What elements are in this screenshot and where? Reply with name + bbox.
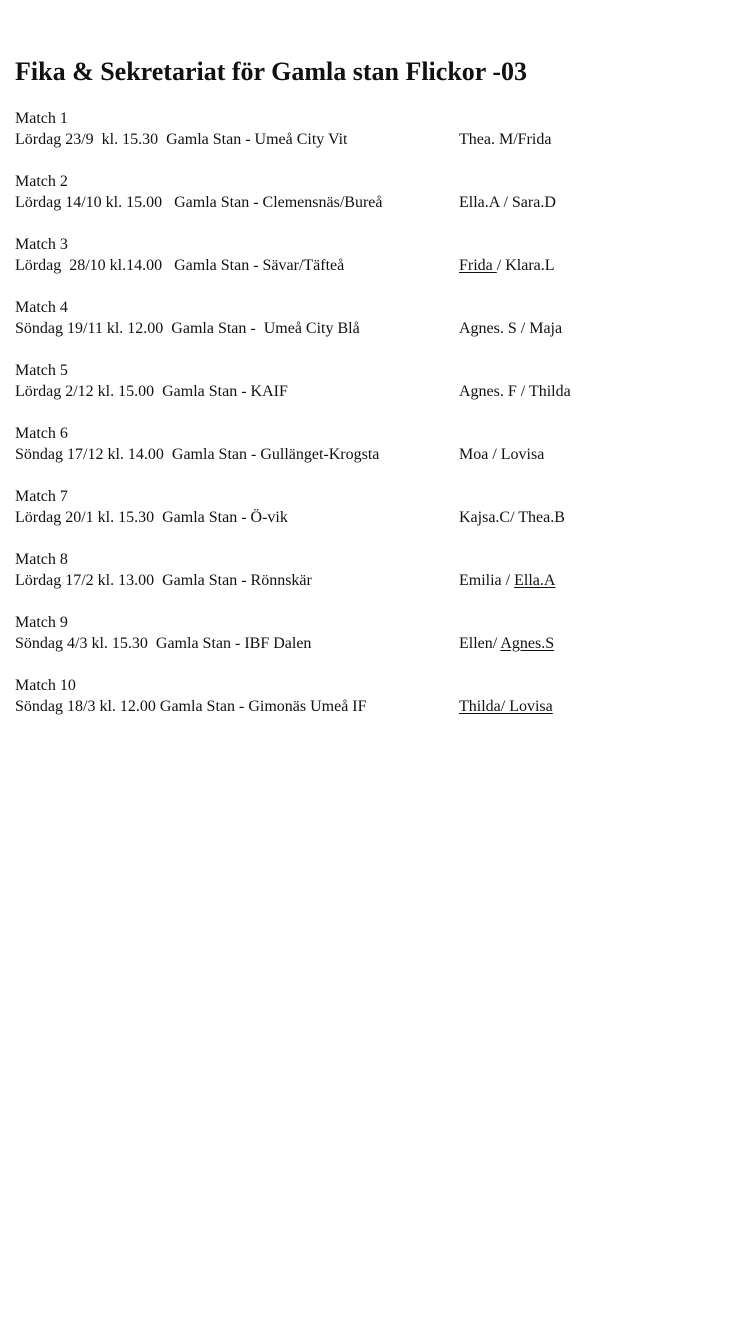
match-label: Match 7	[15, 488, 68, 505]
match-info: Lördag 23/9 kl. 15.30 Gamla Stan - Umeå City Vit	[15, 131, 348, 148]
duty-assignment	[459, 318, 562, 339]
match-entry	[15, 171, 735, 213]
duty-assignment	[459, 192, 556, 213]
match-row	[15, 444, 735, 465]
match-label: Match 2	[15, 173, 68, 190]
duty-assignment	[459, 444, 544, 465]
duty-assignment	[459, 696, 553, 717]
match-row	[15, 381, 735, 402]
match-info: Lördag 20/1 kl. 15.30 Gamla Stan - Ö-vik	[15, 509, 288, 526]
duty-assignment	[459, 255, 555, 276]
document-title: Fika & Sekretariat för Gamla stan Flickor -03	[15, 57, 528, 86]
match-row	[15, 318, 735, 339]
duty-name-underlined: Thilda/ Lovisa	[459, 698, 553, 715]
match-entry	[15, 612, 735, 654]
match-info: Söndag 18/3 kl. 12.00 Gamla Stan - Gimonäs Umeå IF	[15, 698, 367, 715]
match-label: Match 10	[15, 677, 76, 694]
match-label: Match 5	[15, 362, 68, 379]
match-entry	[15, 675, 735, 717]
match-info: Söndag 17/12 kl. 14.00 Gamla Stan - Gullänget-Krogsta	[15, 446, 380, 463]
duty-name: Kajsa.C/ Thea.B	[459, 509, 565, 526]
match-info: Lördag 17/2 kl. 13.00 Gamla Stan - Rönnskär	[15, 572, 312, 589]
duty-name-underlined: Frida	[459, 257, 497, 274]
match-row	[15, 633, 735, 654]
match-row	[15, 570, 735, 591]
duty-name: Moa / Lovisa	[459, 446, 545, 463]
match-entry	[15, 360, 735, 402]
duty-name-underlined: Ella.A	[514, 572, 556, 589]
duty-name: Agnes. F / Thilda	[459, 383, 571, 400]
match-label: Match 4	[15, 299, 68, 316]
match-row	[15, 129, 735, 150]
match-label: Match 9	[15, 614, 68, 631]
match-row	[15, 696, 735, 717]
duty-assignment	[459, 570, 555, 591]
match-entry	[15, 108, 735, 150]
duty-name: Emilia /	[459, 572, 515, 589]
match-label: Match 3	[15, 236, 68, 253]
duty-assignment	[459, 633, 554, 654]
match-row	[15, 255, 735, 276]
duty-name-underlined: Agnes.S	[500, 635, 555, 652]
match-entry	[15, 234, 735, 276]
duty-name: Ella.A / Sara.D	[459, 194, 556, 211]
match-entry	[15, 486, 735, 528]
duty-name: Thea. M/Frida	[459, 131, 552, 148]
match-info: Lördag 14/10 kl. 15.00 Gamla Stan - Clemensnäs/Bureå	[15, 194, 383, 211]
match-entry	[15, 423, 735, 465]
match-info: Söndag 4/3 kl. 15.30 Gamla Stan - IBF Dalen	[15, 635, 312, 652]
match-info: Lördag 2/12 kl. 15.00 Gamla Stan - KAIF	[15, 383, 288, 400]
duty-name: / Klara.L	[496, 257, 555, 274]
duty-name: Agnes. S / Maja	[459, 320, 563, 337]
match-row	[15, 192, 735, 213]
match-row	[15, 507, 735, 528]
match-entry	[15, 549, 735, 591]
match-info: Söndag 19/11 kl. 12.00 Gamla Stan - Umeå City Blå	[15, 320, 360, 337]
duty-name: Ellen/	[459, 635, 501, 652]
duty-assignment	[459, 507, 565, 528]
match-entry	[15, 297, 735, 339]
match-label: Match 1	[15, 110, 68, 127]
match-label: Match 6	[15, 425, 68, 442]
match-label: Match 8	[15, 551, 68, 568]
match-info: Lördag 28/10 kl.14.00 Gamla Stan - Sävar/Täfteå	[15, 257, 345, 274]
duty-assignment	[459, 129, 551, 150]
duty-assignment	[459, 381, 571, 402]
